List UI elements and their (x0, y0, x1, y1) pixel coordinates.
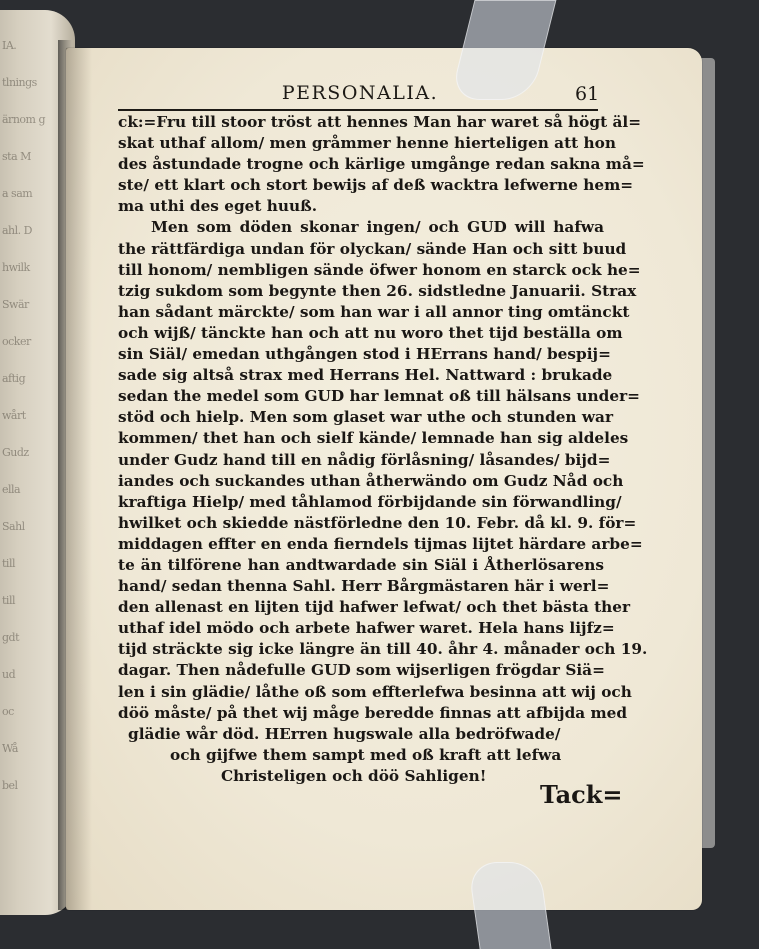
previous-page-line: a sam (2, 187, 33, 200)
text-line: sade sig altså strax med Herrans Hel. Nattward : brukade (118, 366, 613, 385)
text-line: iandes och suckandes uthan åtherwändo om Gudz Nåd och (118, 471, 624, 490)
text-line: uthaf idel mödo och arbete hafwer waret. Hela hans lijfz= (118, 619, 615, 638)
text-line: och gijfwe them sampt med oß kraft att lefwa (170, 745, 562, 764)
text-line: glädie wår död. HErren hugswale alla bedröfwade/ (128, 724, 561, 743)
text-line: och wijß/ tänckte han och att nu woro thet tijd beställa om (118, 323, 623, 342)
text-line: ste/ ett klart och stort bewijs af deß wacktra lefwerne hem= (118, 176, 634, 195)
previous-page-line: gdt (2, 631, 20, 644)
body-text (118, 112, 648, 787)
text-line: kraftiga Hielp/ med tåhlamod förbijdande sin förwandling/ (118, 492, 622, 511)
text-line: Men som döden skonar ingen/ och GUD will hafwa (151, 218, 604, 237)
text-line: ma uthi des eget huuß. (118, 197, 318, 216)
text-line: sin Siäl/ emedan uthgången stod i HErrans hand/ bespij= (118, 345, 611, 364)
running-head: PERSONALIA. (281, 82, 439, 104)
previous-page-line: Swär (2, 298, 29, 311)
text-line: skat uthaf allom/ men gråmmer henne hierteligen att hon (118, 134, 616, 153)
previous-page-line: oc (2, 705, 14, 718)
text-line: under Gudz hand till en nådig förlåsning/ låsandes/ bijd= (118, 450, 611, 469)
previous-page-line: aftig (2, 372, 26, 385)
text-line: Christeligen och döö Sahligen! (221, 766, 487, 785)
header-rule (118, 109, 598, 111)
text-line: sedan the medel som GUD har lemnat oß till hälsans under= (118, 387, 640, 406)
text-line: den allenast en lijten tijd hafwer lefwat/ och thet bästa ther (118, 598, 631, 617)
previous-page-line: ahl. D (2, 224, 32, 237)
text-line: stöd och hielp. Men som glaset war uthe och stunden war (118, 408, 614, 427)
previous-page-line: ud (2, 668, 16, 681)
previous-page-line: Wå (2, 742, 18, 755)
previous-page-line: hwilk (2, 261, 30, 274)
previous-page-line: Sahl (2, 520, 25, 533)
previous-page-line: tlnings (2, 76, 37, 89)
text-line: dagar. Then nådefulle GUD som wijserligen frögdar Siä= (118, 661, 605, 680)
text-line: tzig sukdom som begynte then 26. sidstledne Januarii. Strax (118, 281, 637, 300)
previous-page-line: ärnom g (2, 113, 45, 126)
text-line: ck:=Fru till stoor tröst att hennes Man har waret så högt äl= (118, 113, 642, 131)
page-number: 61 (575, 83, 600, 105)
text-line: hand/ sedan thenna Sahl. Herr Bårgmästaren här i werl= (118, 577, 610, 596)
text-line: len i sin glädie/ låthe oß som effterlefwa besinna att wij och (118, 682, 632, 701)
page-binding-shadow (66, 48, 92, 910)
previous-page-line: ocker (2, 335, 31, 348)
text-line: te än tilförene han andtwardade sin Siäl i Åtherlösarens (118, 555, 604, 574)
text-line: middagen effter en enda fierndels tijmas lijtet härdare arbe= (118, 534, 643, 553)
text-line: hwilket och skiedde nästförledne den 10. Febr. då kl. 9. för= (118, 513, 637, 532)
previous-page-line: Gudz (2, 446, 29, 459)
text-line: han sådant märckte/ som han war i all annor ting omtänckt (118, 302, 630, 321)
catchword: Tack= (540, 780, 623, 809)
text-line: döö måste/ på thet wij måge beredde finnas att afbijda med (118, 703, 628, 722)
previous-page-line: till (2, 557, 15, 570)
text-line: the rättfärdiga undan för olyckan/ sände Han och sitt buud (118, 239, 627, 258)
previous-page-line: bel (2, 779, 18, 792)
text-line: till honom/ nembligen sände öfwer honom en starck ock he= (118, 260, 641, 279)
previous-page-line: ella (2, 483, 21, 496)
previous-page-line: till (2, 594, 15, 607)
previous-page-line: wårt (2, 409, 26, 422)
text-line: des åstundade trogne och kärlige umgånge redan sakna må= (118, 155, 645, 174)
previous-page-line: sta M (2, 150, 31, 163)
previous-page-line: IA. (2, 39, 17, 52)
text-line: kommen/ thet han och sielf kände/ lemnade han sig aldeles (118, 429, 629, 448)
text-line: tijd sträckte sig icke längre än till 40. åhr 4. månader och 19. (118, 640, 648, 659)
